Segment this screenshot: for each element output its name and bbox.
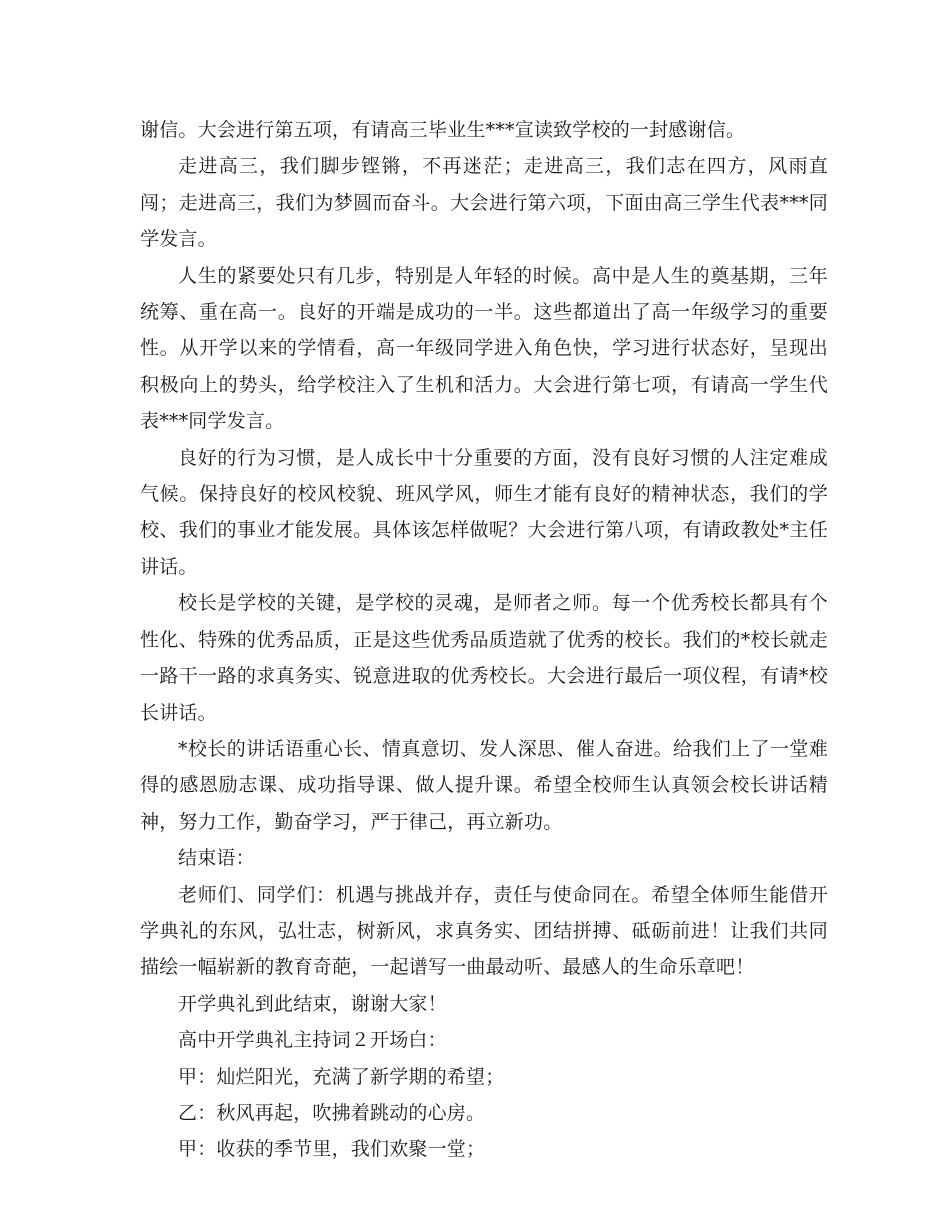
document-body (140, 112, 828, 1168)
paragraph-3: 人生的紧要处只有几步，特别是人年轻的时候。高中是人生的奠基期，三年统筹、重在高一。良好的开端是成功的一半。这些都道出了高一年级学习的重要性。从开学以来的学情看，高一年级同学进入角色快，学习进行状态好，呈现出积极向上的势头，给学校注入了生机和活力。大会进行第七项，有请高一学生代表***同学发言。 (140, 264, 828, 433)
paragraph-11: 甲：灿烂阳光，充满了新学期的希望； (178, 1065, 505, 1088)
paragraph-7-heading: 结束语： (178, 847, 255, 870)
paragraph-9: 开学典礼到此结束，谢谢大家！ (178, 992, 447, 1015)
paragraph-12: 乙：秋风再起，吹拂着跳动的心房。 (178, 1101, 486, 1124)
paragraph-1: 谢信。大会进行第五项，有请高三毕业生***宣读致学校的一封感谢信。 (140, 119, 746, 141)
paragraph-5: 校长是学校的关键，是学校的灵魂，是师者之师。每一个优秀校长都具有个性化、特殊的优秀品质，正是这些优秀品质造就了优秀的校长。我们的*校长就走一路干一路的求真务实、锐意进取的优秀校长。大会进行最后一项仪程，有请*校长讲话。 (140, 592, 828, 724)
paragraph-13: 甲：收获的季节里，我们欢聚一堂； (178, 1138, 486, 1161)
paragraph-4: 良好的行为习惯，是人成长中十分重要的方面，没有良好习惯的人注定难成气候。保持良好的校风校貌、班风学风，师生才能有良好的精神状态，我们的学校、我们的事业才能发展。具体该怎样做呢？大会进行第八项，有请政教处*主任讲话。 (140, 446, 828, 578)
paragraph-8: 老师们、同学们：机遇与挑战并存，责任与使命同在。希望全体师生能借开学典礼的东风，弘壮志，树新风，求真务实、团结拼搏、砥砺前进！让我们共同描绘一幅崭新的教育奇葩，一起谱写一曲最动听、最感人的生命乐章吧！ (140, 883, 828, 979)
paragraph-10-title: 高中开学典礼主持词２开场白： (178, 1029, 447, 1052)
paragraph-6: *校长的讲话语重心长、情真意切、发人深思、催人奋进。给我们上了一堂难得的感恩励志课、成功指导课、做人提升课。希望全校师生认真领会校长讲话精神，努力工作，勤奋学习，严于律己，再立新功。 (140, 737, 828, 833)
paragraph-2: 走进高三，我们脚步铿锵，不再迷茫；走进高三，我们志在四方，风雨直闯；走进高三，我们为梦圆而奋斗。大会进行第六项，下面由高三学生代表***同学发言。 (140, 155, 828, 251)
